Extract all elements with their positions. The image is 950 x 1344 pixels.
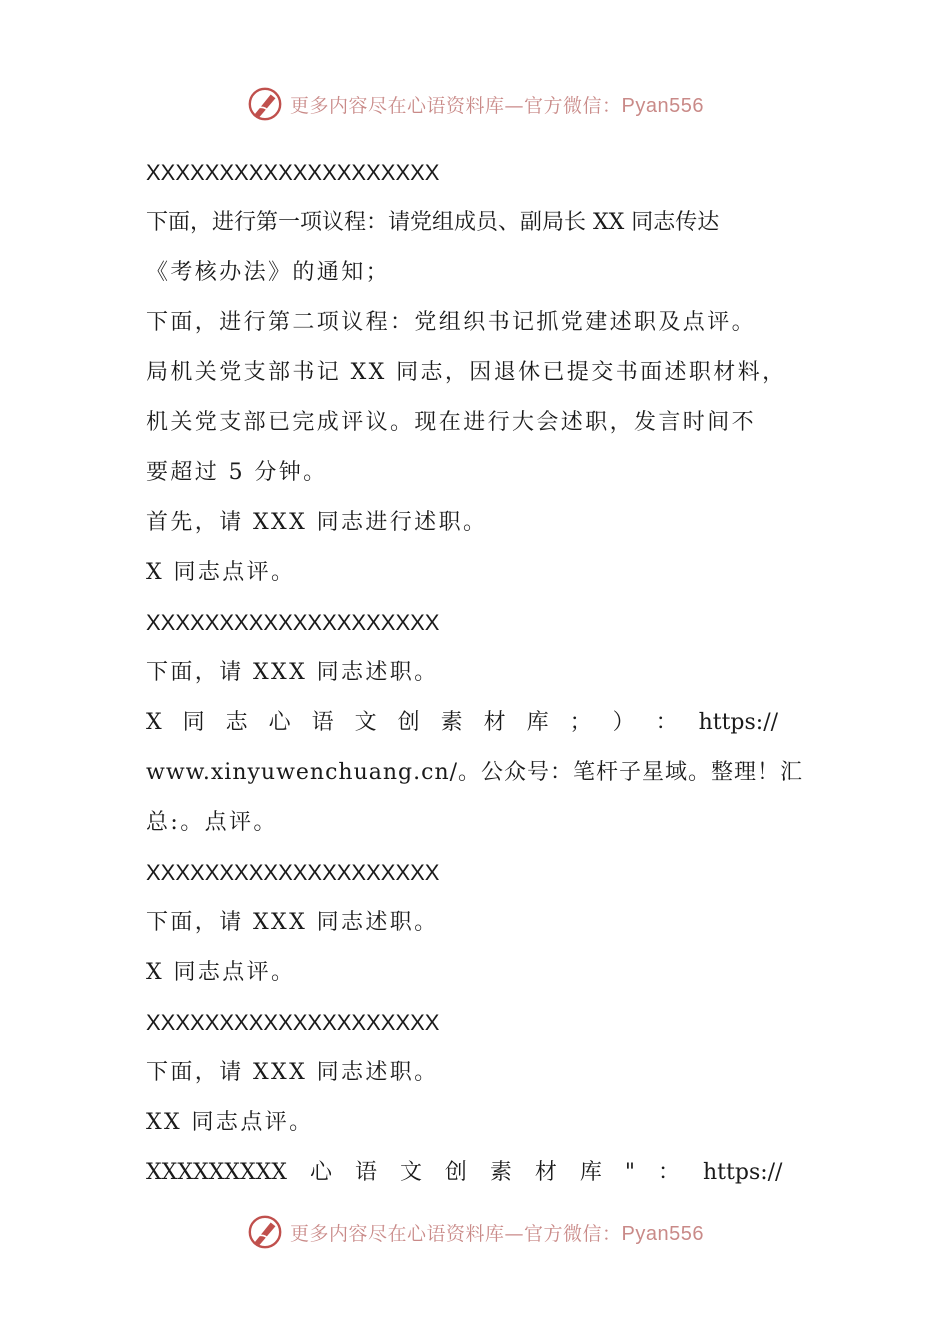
paragraph-line: 要超过 5 分钟。 xyxy=(146,460,328,485)
placeholder-line: XXXXXXXXXXXXXXXXXXXX xyxy=(146,860,440,885)
paragraph-line: X 同志点评。 xyxy=(146,560,296,585)
paragraph-line: 《考核办法》的通知； xyxy=(146,260,391,285)
justified-line: XXXXXXXXX 心 语 文 创 素 材 库 " ： https:// xyxy=(146,1160,783,1185)
paragraph-line: 局机关党支部书记 XX 同志，因退休已提交书面述职材料， xyxy=(146,360,787,385)
paragraph-line: 下面，请 XXX 同志述职。 xyxy=(146,660,439,685)
paragraph-line: 下面，请 XXX 同志述职。 xyxy=(146,1060,439,1085)
watermark-brand: Pyan556 xyxy=(621,94,704,117)
watermark-text: 更多内容尽在心语资料库—官方微信： xyxy=(290,1222,622,1245)
paragraph-line: X 同志点评。 xyxy=(146,960,296,985)
pen-logo-icon xyxy=(246,85,284,123)
paragraph-line: 总:。点评。 xyxy=(146,810,278,835)
paragraph-line: XX 同志点评。 xyxy=(146,1110,314,1135)
agenda-item-2: 下面，进行第二项议程：党组织书记抓党建述职及点评。 xyxy=(146,310,757,335)
justified-line: X 同 志 心 语 文 创 素 材 库 ； ） ： https:// xyxy=(146,710,779,735)
footer-watermark xyxy=(0,1210,950,1254)
paragraph-line: www.xinyuwenchuang.cn/。公众号：笔杆子星域。整理！汇 xyxy=(146,760,804,785)
paragraph-line: 下面，请 XXX 同志述职。 xyxy=(146,910,439,935)
paragraph-line: 首先，请 XXX 同志进行述职。 xyxy=(146,510,488,535)
placeholder-line: XXXXXXXXXXXXXXXXXXXX xyxy=(146,610,440,635)
paragraph-line: 机关党支部已完成评议。现在进行大会述职，发言时间不 xyxy=(146,410,757,435)
agenda-item-1: 下面，进行第一项议程：请党组成员、副局长 XX 同志传达 xyxy=(146,210,720,235)
header-watermark xyxy=(0,82,950,126)
document-body xyxy=(146,148,806,1198)
watermark-brand: Pyan556 xyxy=(621,1222,704,1245)
pen-logo-icon xyxy=(246,1213,284,1251)
watermark-text: 更多内容尽在心语资料库—官方微信： xyxy=(290,94,622,117)
placeholder-line: XXXXXXXXXXXXXXXXXXXX xyxy=(146,160,440,185)
placeholder-line: XXXXXXXXXXXXXXXXXXXX xyxy=(146,1010,440,1035)
